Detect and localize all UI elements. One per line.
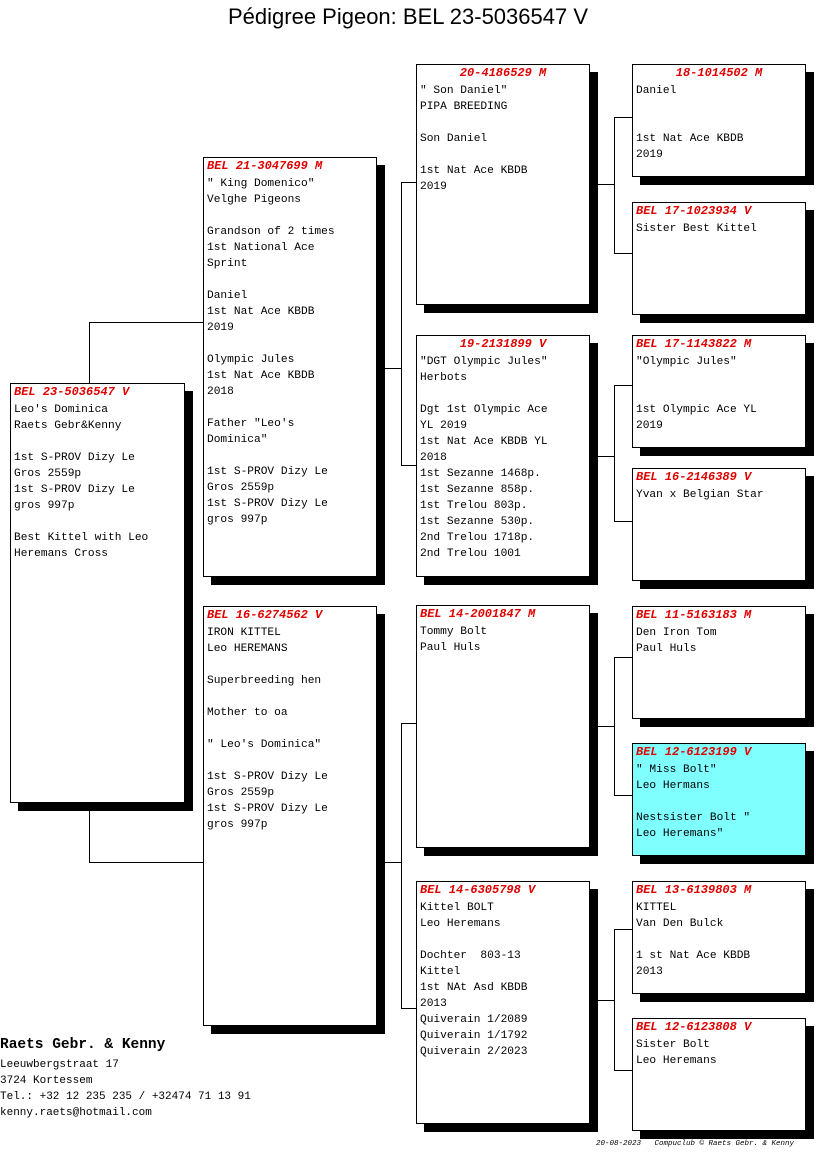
owner-city: 3724 Kortessem <box>0 1075 93 1087</box>
ring-number: 18-1014502 M <box>675 66 763 80</box>
ring-number: BEL 12-6123808 V <box>636 1020 752 1034</box>
pigeon-info: Leo's Dominica Raets Gebr&Kenny 1st S-PROV Dizy Le Gros 2559p 1st S-PROV Dizy Le gros 997p Best Kittel with Leo Heremans Cross <box>14 404 149 560</box>
pigeon-info: Den Iron Tom Paul Huls <box>636 627 717 655</box>
connector-line <box>614 1070 632 1071</box>
owner-name: Raets Gebr. & Kenny <box>0 1037 166 1053</box>
connector-line <box>614 117 615 254</box>
owner-email[interactable]: kenny.raets@hotmail.com <box>0 1107 152 1119</box>
ring-number: BEL 14-2001847 M <box>420 607 536 621</box>
ring-number: BEL 14-6305798 V <box>420 883 536 897</box>
connector-line <box>89 862 204 863</box>
ring-number: BEL 17-1143822 M <box>636 337 752 351</box>
connector-line <box>614 253 632 254</box>
connector-line <box>401 182 402 465</box>
pigeon-card-ggp-1[interactable] <box>632 64 806 177</box>
pigeon-card-subject[interactable] <box>10 383 185 803</box>
pigeon-card-ggp-7[interactable] <box>632 881 806 994</box>
pigeon-card-ggp-3[interactable] <box>632 335 806 448</box>
pigeon-card-dam-sire[interactable] <box>416 605 590 848</box>
connector-line <box>89 803 90 863</box>
connector-line <box>614 117 632 118</box>
connector-line <box>597 1000 615 1001</box>
ring-number: 20-4186529 M <box>459 66 547 80</box>
ring-number: BEL 16-6274562 V <box>207 608 323 622</box>
connector-line <box>401 465 417 466</box>
pigeon-card-sire-dam[interactable] <box>416 335 590 577</box>
pigeon-card-dam[interactable] <box>203 606 377 1026</box>
pigeon-info: Tommy Bolt Paul Huls <box>420 626 488 654</box>
connector-line <box>89 322 204 323</box>
pigeon-info: IRON KITTEL Leo HEREMANS Superbreeding hen Mother to oa " Leo's Dominica" 1st S-PROV Dizy Le Gros 2559p 1st S-PROV Dizy Le gros 997p <box>207 627 328 831</box>
ring-number: 19-2131899 V <box>459 337 547 351</box>
ring-number: BEL 11-5163183 M <box>636 608 752 622</box>
connector-line <box>614 521 632 522</box>
connector-line <box>614 657 615 796</box>
connector-line <box>89 322 90 383</box>
connector-line <box>401 1008 417 1009</box>
ring-number: BEL 17-1023934 V <box>636 204 752 218</box>
pigeon-info: Sister Bolt Leo Heremans <box>636 1039 717 1067</box>
pigeon-info: KITTEL Van Den Bulck 1 st Nat Ace KBDB 2013 <box>636 902 751 978</box>
page-title: Pédigree Pigeon: BEL 23-5036547 V <box>227 4 588 29</box>
pigeon-info: Sister Best Kittel <box>636 223 757 235</box>
pigeon-card-sire-sire[interactable] <box>416 64 590 305</box>
connector-line <box>614 657 632 658</box>
connector-line <box>614 385 632 386</box>
owner-phone: Tel.: +32 12 235 235 / +32474 71 13 91 <box>0 1091 251 1103</box>
pigeon-card-ggp-2[interactable] <box>632 202 806 315</box>
pigeon-info: " Son Daniel" PIPA BREEDING Son Daniel 1st Nat Ace KBDB 2019 <box>420 85 528 193</box>
connector-line <box>384 368 402 369</box>
connector-line <box>614 795 632 796</box>
ring-number: BEL 21-3047699 M <box>207 159 323 173</box>
pigeon-card-sire[interactable] <box>203 157 377 577</box>
connector-line <box>401 723 402 1009</box>
pigeon-card-ggp-8[interactable] <box>632 1018 806 1131</box>
pigeon-card-ggp-5[interactable] <box>632 606 806 719</box>
pigeon-card-ggp-4[interactable] <box>632 468 806 581</box>
pigeon-info: "DGT Olympic Jules" Herbots Dgt 1st Olympic Ace YL 2019 1st Nat Ace KBDB YL 2018 1st Sezanne 1468p. 1st Sezanne 858p. 1st Trelou 803p. 1st Sezanne 530p. 2nd Trelou 1718p. 2nd Trelou 1001 <box>420 356 548 560</box>
connector-line <box>597 456 615 457</box>
pigeon-card-ggp-6[interactable] <box>632 743 806 856</box>
pigeon-info: Kittel BOLT Leo Heremans Dochter 803-13 Kittel 1st NAt Asd KBDB 2013 Quiverain 1/2089 Quiverain 1/1792 Quiverain 2/2023 <box>420 902 528 1058</box>
pigeon-info: Daniel 1st Nat Ace KBDB 2019 <box>636 85 744 161</box>
pigeon-info: "Olympic Jules" 1st Olympic Ace YL 2019 <box>636 356 757 432</box>
pigeon-info: " Miss Bolt" Leo Hermans Nestsister Bolt " Leo Heremans" <box>636 764 751 840</box>
connector-line <box>614 385 615 522</box>
ring-number: BEL 12-6123199 V <box>636 745 752 759</box>
pigeon-info: Yvan x Belgian Star <box>636 489 764 501</box>
pigeon-card-dam-dam[interactable] <box>416 881 590 1124</box>
ring-number: BEL 16-2146389 V <box>636 470 752 484</box>
connector-line <box>401 182 417 183</box>
connector-line <box>614 929 615 1071</box>
pigeon-info: " King Domenico" Velghe Pigeons Grandson of 2 times 1st National Ace Sprint Daniel 1st Nat Ace KBDB 2019 Olympic Jules 1st Nat Ace KBDB 2018 Father "Leo's Dominica" 1st S-PROV Dizy Le Gros 2559p 1st S-PROV Dizy Le gros 997p <box>207 178 335 526</box>
connector-line <box>401 723 417 724</box>
connector-line <box>597 726 615 727</box>
connector-line <box>597 184 615 185</box>
owner-block <box>0 1036 251 1121</box>
footer-credit: 20-08-2023 Compuclub © Raets Gebr. & Kenny <box>596 1140 795 1148</box>
connector-line <box>614 929 632 930</box>
ring-number: BEL 23-5036547 V <box>14 385 130 399</box>
owner-street: Leeuwbergstraat 17 <box>0 1059 119 1071</box>
connector-line <box>384 862 402 863</box>
ring-number: BEL 13-6139803 M <box>636 883 752 897</box>
